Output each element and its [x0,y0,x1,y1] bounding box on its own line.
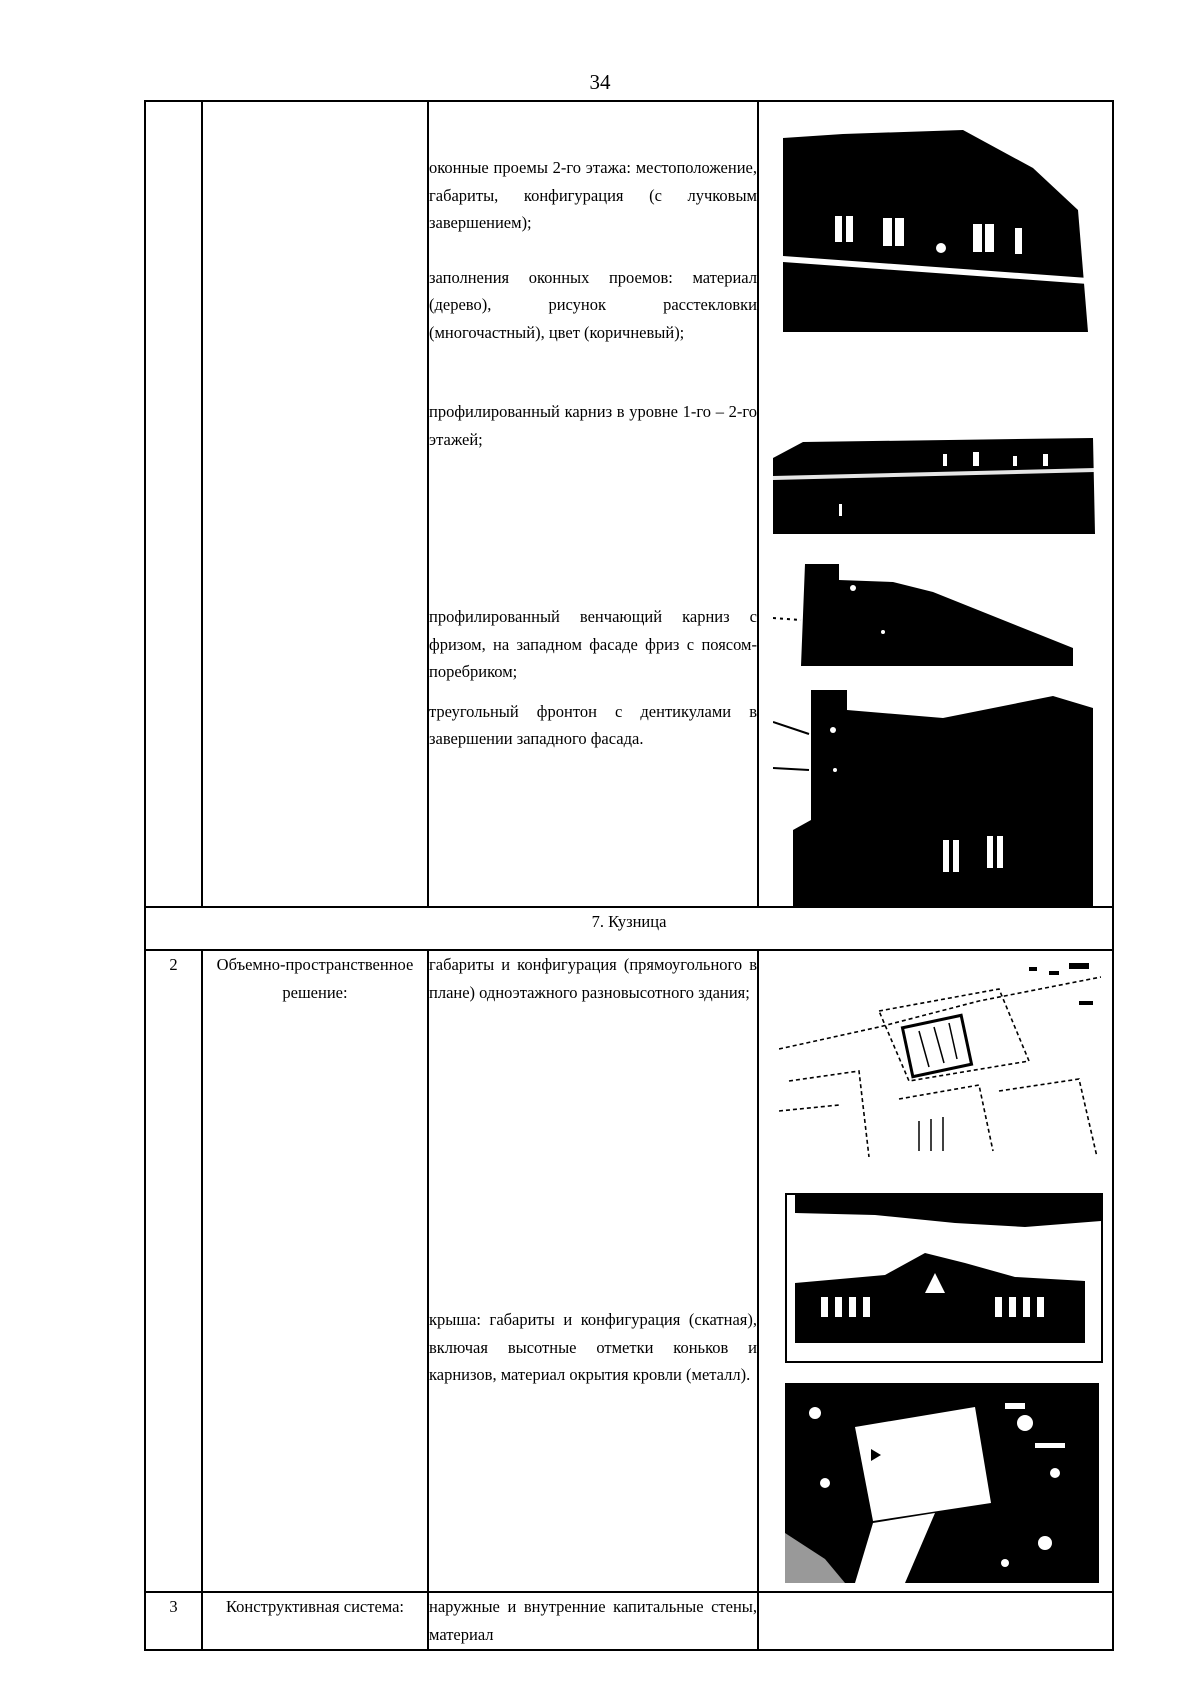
site-plan-drawing [779,961,1101,1157]
row-number: 3 [145,1592,202,1650]
paragraph-cornice-floors: профилированный карниз в уровне 1-го – 2-го этажей; [429,402,757,449]
characteristics-table [144,100,1114,1651]
smithy-facade-photo [785,1193,1103,1363]
cornice-photo [773,438,1095,534]
photo-cell [758,101,1113,907]
page-number: 34 [589,70,611,94]
section-header-row [145,907,1113,950]
row-number: 2 [145,950,202,1592]
description-cell [428,1592,758,1650]
roof-corner-photo [773,558,1083,666]
paragraph-dimensions: габариты и конфигурация (прямоугольного в плане) одноэтажного разновысотного здания; [429,955,757,1002]
paragraph-windows-2nd-floor: оконные проемы 2-го этажа: местоположение, габариты, конфигурация (с лучковым завершением); [429,158,757,232]
aerial-roof-photo [785,1383,1099,1583]
table-row [145,1592,1113,1650]
description-cell [428,101,758,907]
paragraph-roof: крыша: габариты и конфигурация (скатная), включая высотные отметки коньков и карнизов, материал окрытия кровли (металл). [429,1310,757,1384]
section-title: 7. Кузница [145,907,1113,950]
row-label: Объемно-пространственное решение: [202,950,428,1592]
number-cell [145,101,202,907]
pediment-photo [773,690,1095,906]
paragraph-crowning-cornice: профилированный венчающий карниз с фризом, на западном фасаде фриз с поясом-поребриком; [429,607,757,681]
photo-cell [758,1592,1113,1650]
facade-windows-photo [783,128,1093,332]
description-cell [428,950,758,1592]
paragraph-window-fillings: заполнения оконных проемов: материал (дерево), рисунок расстекловки (многочастный), цвет (коричневый); [429,267,757,342]
row-label: Конструктивная система: [202,1592,428,1650]
photo-cell [758,950,1113,1592]
label-cell [202,101,428,907]
table-row [145,950,1113,1592]
table-row [145,101,1113,907]
paragraph-walls: наружные и внутренние капитальные стены, материал [429,1597,757,1644]
paragraph-pediment: треугольный фронтон с дентикулами в завершении западного фасада. [429,701,757,748]
